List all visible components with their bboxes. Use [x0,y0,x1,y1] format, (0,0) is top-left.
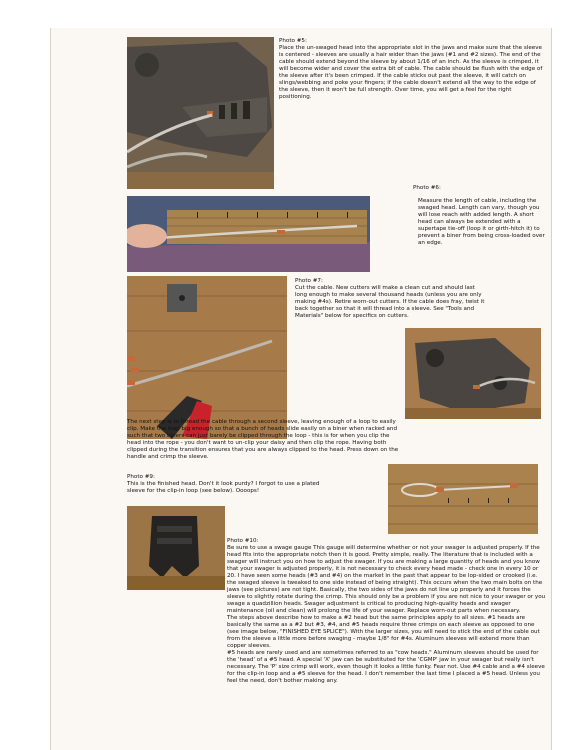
photo-10-image [127,506,225,590]
photo-10-heading: Photo #10: [227,538,259,544]
photo-7-caption [295,278,485,320]
photo-10-caption [227,538,547,685]
photo-6-image [127,196,370,272]
loop-paragraph: The next step is to thread the cable through a second sleeve, leaving enough of a loop to easily clip. Make the loop big enough so that a bunch of heads slide easily on a biner when racked and such that two biners can just barely be clipped through the loop - this is for when you clip the head into the rope - you don't want to un-clip your daisy and then clip the rope. Having both clipped during the transition ensures that you are always clipped to the head. Press down on the handle and crimp the sleeve. [127,419,399,460]
photo-7-heading: Photo #7: [295,278,323,284]
photo-10-body: Be sure to use a swage gauge This gauge will determine whether or not your swager is adjusted properly. If the head fits into the appropriate notch then it is good. Pretty simple, really. The literature that is included with a swager will instruct you on how to adjust the swager. If you are making a large quantity of heads and you know that your swager is adjusted properly, it is not necessary to check every head made - check one in every 10 or 20. I have seen some heads (#3 and #4) on the market in the past that appear to be lop-sided or crooked (i.e. the swaged sleeve is tweaked to one side instead of being straight). This occurs when the two main bolts on the jaws (see pictures) are not tight. Basically, the two sides of the jaws do not line up properly and it forces the sleeve to slightly rotate during the crimp. This should only be a problem if you are not nice to your swager or you swage a quadzillion heads. Swager adjustment is critical to producing high-quality heads and swager maintenance (oil and clean) will prolong the life of your swager. Replace worn-out parts when necessary. [227,545,546,614]
photo-5-image [127,37,274,189]
photo-10-body-2: The steps above describe how to make a #2 head but the same principles apply to all sizes. #1 heads are basically the same as a #2 but #3, #4, and #5 heads require three crimps on each sleeve as opposed to one (see image below, "FINISHED EYE SPLICE"). With the larger sizes, you will need to stick the end of the cable out from the sleeve a little more before swaging - maybe 1/8" for #4s. Aluminum sleeves will extend more than copper sleeves. [227,615,540,649]
photo-9-heading: Photo #9: [127,474,155,480]
document-page [50,28,552,750]
photo-9-image [388,464,538,534]
photo-5-caption [279,38,545,101]
photo-9-caption [127,474,332,495]
photo-6-body: Measure the length of cable, including the swaged head. Length can vary, though you will lose reach with added length. A short head can always be extended with a supertape tie-off (loop it or girth-hitch it) to prevent a biner from being cross-loaded over an edge. [418,198,545,246]
photo-10-body-3: #5 heads are rarely used and are sometimes referred to as "cow heads." Aluminum sleeves should be used for the 'head' of a #5 head. A special 'X' jaw can be substituted for the 'CGMP' jaw in your swager but really isn't necessary. The 'P' size crimp will work, even though it looks a little funky. Fear not. Use #4 cable and a #4 sleeve for the clip-in loop and a #5 sleeve for the head. I don't remember the last time I placed a #5 head. Unless you feel the need, don't bother making any. [227,650,545,684]
photo-8-image [405,328,541,419]
photo-5-heading: Photo #5: [279,38,307,44]
photo-9-body: This is the finished head. Don't it look purdy? I forgot to use a plated sleeve for the clip-in loop (see below). Oooops! [127,481,320,494]
photo-5-body: Place the un-swaged head into the appropriate slot in the jaws and make sure that the sleeve is centered - sleeves are usually a hair wider than the jaws (#1 and #2 sizes). The end of the cable should extend beyond the sleeve by about 1/16 of an inch. As the sleeve is crimped, it will become wider and cover the extra bit of cable. The cable should be flush with the edge of the sleeve after it's been crimped. If the cable sticks out past the sleeve, it will catch on slings/webbing and poke your fingers; if the cable doesn't extend all the way to the edge of the sleeve, then it won't be full strength. Over time, you will get a feel for the right positioning. [279,45,543,100]
photo-6-heading: Photo #6: [413,185,441,191]
photo-7-image [127,276,287,439]
photo-7-body: Cut the cable. New cutters will make a clean cut and should last long enough to make several thousand heads (unless you are only making #4s). Retire worn-out cutters. If the cable does fray, twist it back together so that it will thread into a sleeve. See "Tools and Materials" below for specifics on cutters. [295,285,485,319]
